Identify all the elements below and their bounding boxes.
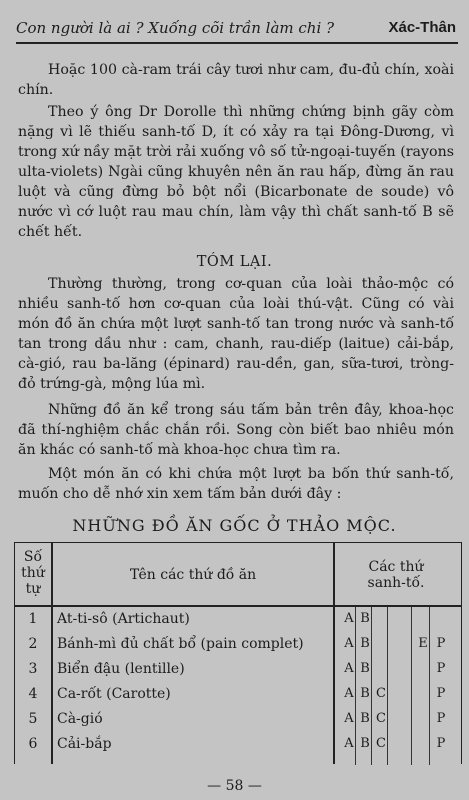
food-name: Bánh-mì đủ chất bổ (pain complet) [57, 636, 304, 652]
paragraph-2: Theo ý ông Dr Dorolle thì những chứng bịnh gãy còm nặng vì lẽ thiếu sanh-tố D, ít có xảy ra tại Đông-Dương, vì trong xứ nầy mặt trời rải xuống vô số tử-ngoại-tuyến (rayons ulta-violets) Ngài cũng khuyên nên ăn rau hấp, đừng ăn rau luột và cũng đừng bỏ bột nổi (Bicarbonate de soude) vô nước vì cớ luột rau mau chín, làm vậy thì chất sanh-tố B sẽ chết hết. [18, 104, 454, 240]
vitamin-mark: P [436, 736, 446, 751]
row-number: 4 [28, 686, 38, 702]
food-name: Biển đậu (lentille) [57, 661, 185, 677]
table-title: NHỮNG ĐỒ ĂN GỐC Ở THẢO MỘC. [72, 516, 397, 535]
vitamin-mark: A [344, 611, 354, 626]
vitamin-col-sep [355, 607, 356, 765]
row-number: 1 [28, 611, 38, 627]
row-number: 5 [28, 711, 38, 727]
vitamin-table [14, 542, 462, 764]
running-header [16, 18, 456, 38]
row-number: 6 [28, 736, 38, 752]
header-vitamins: Các thứ sanh-tố. [367, 559, 425, 591]
vitamin-col-sep [429, 607, 430, 765]
vitamin-mark: C [376, 711, 386, 726]
vitamin-mark: B [360, 711, 370, 726]
row-number: 3 [28, 661, 38, 677]
paragraph-3: Thường thường, trong cơ-quan của loài thảo-mộc có nhiều sanh-tố hơn cơ-quan của loài thú-vật. Cũng có vài món đồ ăn chứa một lượt sanh-tố tan trong nước và sanh-tố tan trong dầu như : cam, chanh, rau-diếp (laitue) cải-bắp, cà-gió, rau ba-lăng (épinard) rau-dền, gan, sữa-tươi, tròng-đỏ trứng-gà, mộng lúa mì. [18, 276, 454, 392]
vitamin-mark: A [344, 711, 354, 726]
vitamin-mark: C [376, 736, 386, 751]
paragraph-4: Những đồ ăn kể trong sáu tấm bản trên đây, khoa-học đã thí-nghiệm chắc chắn rồi. Song còn biết bao nhiêu món ăn khác có sanh-tố mà khoa-học chưa tìm ra. [18, 402, 454, 458]
vitamin-mark: E [418, 636, 428, 651]
row-number: 2 [28, 636, 38, 652]
vitamin-mark: A [344, 686, 354, 701]
vitamin-mark: A [344, 736, 354, 751]
food-name: Cải-bắp [57, 736, 112, 752]
header-food-name: Tên các thứ đồ ăn [129, 567, 257, 583]
vitamin-mark: A [344, 636, 354, 651]
vitamin-mark: A [344, 661, 354, 676]
vitamin-mark: P [436, 686, 446, 701]
vitamin-mark: B [360, 611, 370, 626]
table-column-divider [51, 543, 53, 764]
food-name: Cà-gió [57, 711, 103, 727]
paragraph-5: Một món ăn có khi chứa một lượt ba bốn thứ sanh-tố, muốn cho dễ nhớ xin xem tấm bản dưới đây : [18, 466, 454, 502]
section-heading: TÓM LẠI. [196, 254, 273, 270]
header-chapter: Xác-Thân [388, 19, 456, 36]
header-rule [16, 42, 458, 44]
food-name: At-ti-sô (Artichaut) [57, 611, 190, 627]
header-number: Số thứ tự [21, 549, 45, 597]
vitamin-mark: P [436, 711, 446, 726]
vitamin-mark: B [360, 686, 370, 701]
header-title: Con người là ai ? Xuống cõi trần làm chi ? [16, 19, 335, 37]
vitamin-mark: B [360, 661, 370, 676]
vitamin-mark: P [436, 661, 446, 676]
vitamin-mark: P [436, 636, 446, 651]
food-name: Ca-rốt (Carotte) [57, 686, 171, 702]
vitamin-col-sep [371, 607, 372, 765]
vitamin-mark: B [360, 736, 370, 751]
vitamin-mark: B [360, 636, 370, 651]
vitamin-col-sep [387, 607, 388, 765]
paragraph-1: Hoặc 100 cà-ram trái cây tươi như cam, đu-đủ chín, xoài chín. [18, 62, 454, 98]
vitamin-mark: C [376, 686, 386, 701]
page-number: — 58 — [207, 778, 262, 794]
table-column-divider [333, 543, 335, 764]
vitamin-col-sep [411, 607, 412, 765]
table-header-divider [15, 605, 461, 607]
